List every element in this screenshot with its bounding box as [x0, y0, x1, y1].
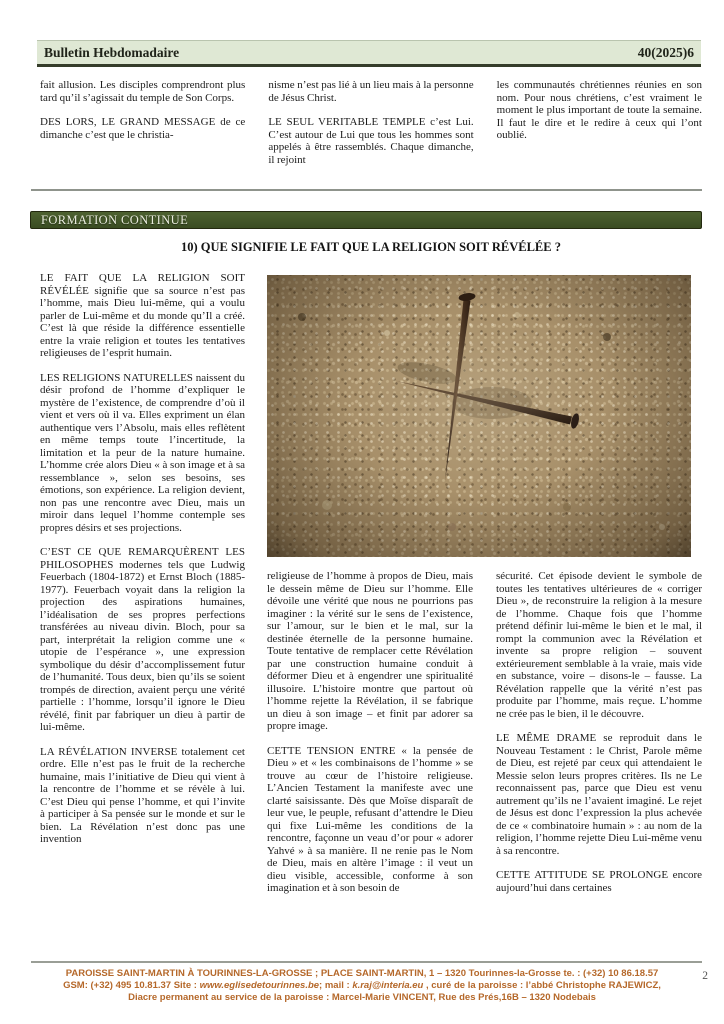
section-banner	[30, 211, 702, 229]
footer-email: k.raj@interia.eu	[352, 980, 424, 991]
paragraph: les communautés chrétiennes réunies en son nom. Pour nous chrétiens, c’est vraiment le moment le plus important de toute la semaine. Il faut le dire et le redire à ceux qui l’ont oublié.	[496, 79, 702, 141]
paragraph: CETTE TENSION ENTRE « la pensée de Dieu » et « les combinaisons de l’homme » se trouve au cœur de l’histoire religieuse. L’Ancien Testament la manifeste avec une clarté saisissante. Dès que Moïse disparaît de leur vue, le peuple, refusant d’attendre le Dieu qui fixe Lui-même les conditions de la rencontre, façonne un veau d’or pour « adorer Yahvé » à sa manière. Il ne renie pas le Nom de Dieu, mais en altère l’image : il veut un dieu visible, accessible, conforme à son imagination et à son besoin de	[267, 744, 473, 894]
paragraph: LES RELIGIONS NATURELLES naissent du désir profond de l’homme d’expliquer le mystère de l’existence, de comprendre d’où il vient et vers où il va. Elles expriment un élan authentique vers l’Absolu, mais elles reflètent en même temps toute l’incertitude, la limitation et la peur de la nature humaine. L’homme crée alors Dieu « à son image et à sa ressemblance », selon ses besoins, ses émotions, son expérience. La religion devient, non pas une rencontre avec Dieu, mais un miroir dans lequel l’homme contemple ses propres désirs et ses projections.	[40, 371, 245, 534]
horizontal-rule	[31, 189, 702, 191]
article-column-left	[40, 272, 245, 959]
paragraph: LE SEUL VERITABLE TEMPLE c’est Lui. C’est autour de Lui que tous les hommes sont appelés à être rassemblés. Chaque dimanche, il rejoint	[268, 116, 474, 166]
article-column-middle	[267, 570, 473, 959]
paragraph: nisme n’est pas lié à un lieu mais à la personne de Jésus Christ.	[268, 79, 474, 104]
intro-section	[40, 79, 702, 187]
intro-column-1	[40, 79, 245, 187]
page-number: 2	[702, 970, 708, 982]
footer-sep: ; mail :	[319, 980, 353, 991]
intro-column-2	[268, 79, 473, 187]
footer-line-2	[40, 980, 684, 992]
article-body	[40, 272, 702, 959]
footer-line-3: Diacre permanent au service de la paroisse : Marcel-Marie VINCENT, Rue des Prés,16B – 1320 Nodebais	[128, 992, 596, 1003]
header-band	[37, 40, 701, 67]
footer-website: www.eglisedetourinnes.be	[199, 980, 320, 991]
article-right-zone	[267, 272, 702, 959]
section-banner-label: FORMATION CONTINUE	[41, 212, 189, 227]
article-title: 10) QUE SIGNIFIE LE FAIT QUE LA RELIGION SOIT RÉVÉLÉE ?	[181, 240, 561, 254]
paragraph: CETTE ATTITUDE SE PROLONGE encore aujourd’hui dans certaines	[496, 869, 702, 894]
footer-line-1: PAROISSE SAINT-MARTIN À TOURINNES-LA-GROSSE ; PLACE SAINT-MARTIN, 1 – 1320 Tourinnes-la-Grosse te. : (+32) 10 86.18.57	[65, 968, 659, 979]
cross-of-nails-photo	[267, 275, 691, 557]
article-lower-columns	[267, 570, 702, 959]
paragraph: DES LORS, LE GRAND MESSAGE de ce dimanche c’est que le christia-	[40, 116, 246, 141]
footer-cure: , curé de la paroisse : l’abbé Christophe RAJEWICZ,	[423, 980, 661, 991]
paragraph: religieuse de l’homme à propos de Dieu, mais le dessein même de Dieu sur l’homme. Elle dévoile une vérité que nous ne pourrions pas imaginer : la vérité sur le sens de l’existence, sur l’amour, sur le bien et le mal, sur la destinée éternelle de la personne humaine. Toute tentative de remplacer cette Révélation par une construction humaine conduit à déformer Dieu et à engendrer une spiritualité illusoire. L’histoire montre que partout où l’homme rejette la Révélation, il se fabrique un dieu à son image – et finit par adorer sa propre image.	[267, 570, 473, 732]
issue-number: 40(2025)6	[637, 44, 694, 60]
intro-column-3	[497, 79, 702, 187]
footer-gsm: GSM: (+32) 495 10.81.37 Site :	[63, 980, 200, 991]
footer	[40, 968, 684, 1004]
paragraph: LA RÉVÉLATION INVERSE totalement cet ordre. Elle n’est pas le fruit de la recherche humaine, mais l’initiative de Dieu qui vient à la rencontre de l’homme et se révèle à lui. C’est Dieu qui pense l’homme, et qui l’invite à participer à Sa pensée sur le monde et sur le bien. La Révélation n’est donc pas une invention	[40, 745, 245, 845]
paragraph: LE FAIT QUE LA RELIGION SOIT RÉVÉLÉE signifie que sa source n’est pas l’homme, mais Dieu lui-même, qui a voulu parler de Lui-même et du monde qu’Il a créé. C’est là que réside la différence essentielle entre la vraie religion et toutes les tentatives religieuses de l’esprit humain.	[40, 272, 245, 359]
paragraph: C’EST CE QUE REMARQUÈRENT LES PHILOSOPHES modernes tels que Ludwig Feuerbach (1804-1872) et Ernst Bloch (1885-1977). Feuerbach voyait dans la religion la projection des aspirations humaines, l’idéalisation de ses propres perfections transférées au niveau divin. Bloch, pour sa part, interprétait la religion comme une « utopie de l’espérance », une expression symbolique du désir d’accomplissement futur de l’humanité. Tous deux, bien qu’ils se soient trompés de direction, avaient perçu une vérité partielle : l’homme, lorsqu’il ignore le Dieu révélé, finit par fabriquer un dieu à partir de lui-même.	[40, 546, 245, 733]
photo-vignette	[267, 275, 691, 557]
article-column-right	[496, 570, 702, 959]
paragraph: LE MÊME DRAME se reproduit dans le Nouveau Testament : le Christ, Parole même de Dieu, est rejeté par ceux qui attendaient le Messie selon leurs propres critères. Ils ne Le reconnaissent pas, parce que Dieu est venu autrement qu’ils ne l’avaient imaginé. Le rejet de Jésus est donc l’expression la plus achevée de ce « combinatoire humain » : au nom de la religion, l’homme rejette Dieu Lui-même venu à sa rencontre.	[496, 732, 702, 857]
horizontal-rule	[31, 961, 702, 963]
bulletin-title: Bulletin Hebdomadaire	[44, 44, 180, 60]
paragraph: sécurité. Cet épisode devient le symbole de toutes les tentatives ultérieures de « corriger Dieu », de reconstruire la religion à la mesure de l’homme. Chaque fois que l’homme prétend définir lui-même le bien et le mal, il rompt la communion avec la Révélation et invente sa propre religion – souvent extérieurement semblable à la vraie, mais vide en substance, voire – disons-le – fausse. La Révélation rappelle que la vérité n’est pas produite par l’homme, mais reçue. L’homme ne crée pas le bien, il le découvre.	[496, 570, 702, 720]
paragraph: fait allusion. Les disciples comprendront plus tard qu’il s’agissait du temple de Son Corps.	[40, 79, 246, 104]
